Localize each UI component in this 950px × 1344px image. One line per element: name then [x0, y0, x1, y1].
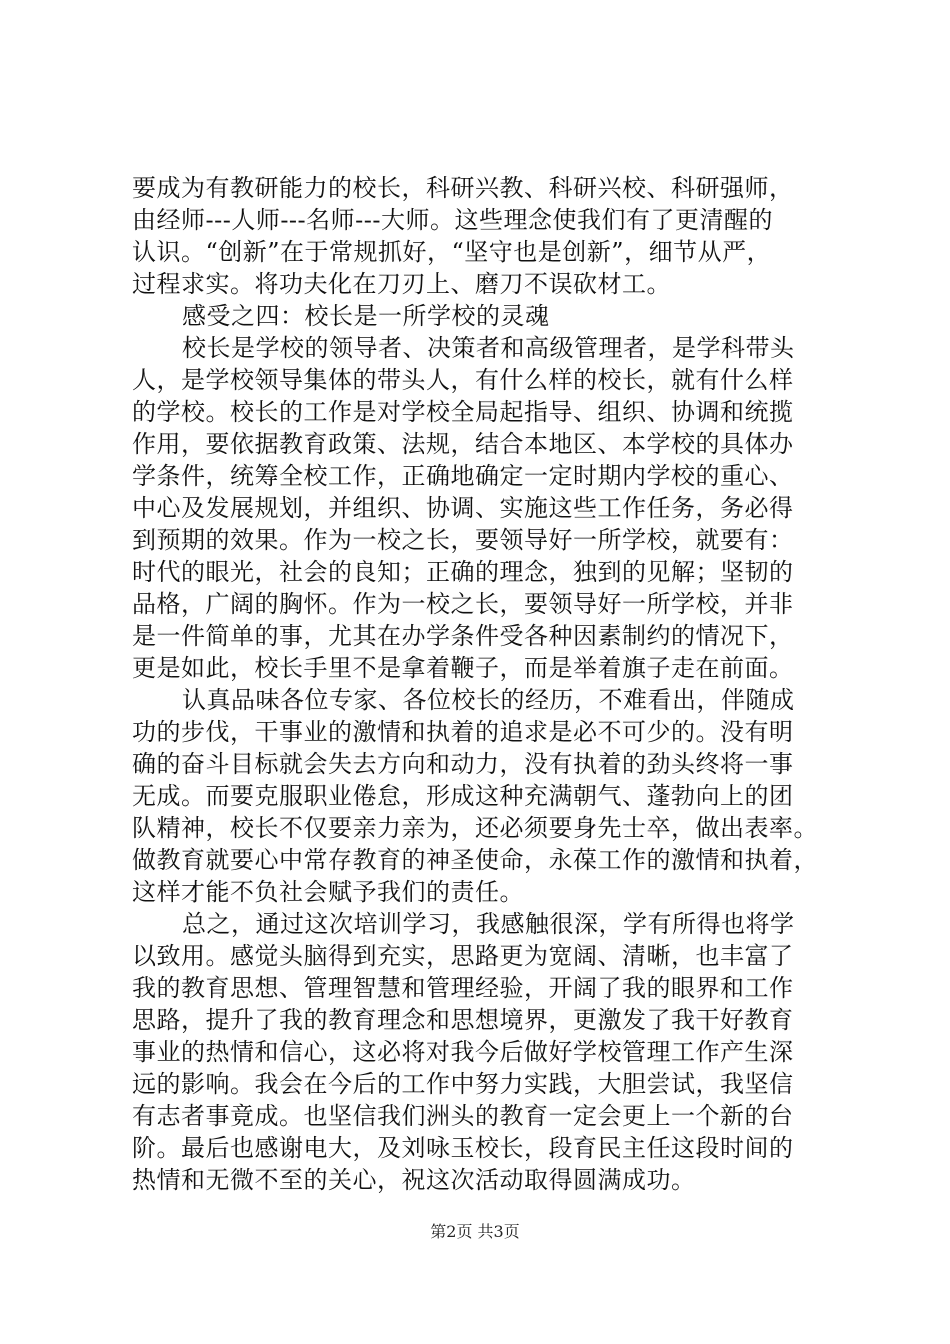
- text-line: 作用，要依据教育政策、法规，结合本地区、本学校的具体办: [132, 430, 794, 458]
- text-line: 人，是学校领导集体的带头人，有什么样的校长，就有什么样: [132, 366, 794, 394]
- text-line: 无成。而要克服职业倦怠，形成这种充满朝气、蓬勃向上的团: [132, 782, 794, 810]
- text-line: 功的步伐，干事业的激情和执着的追求是必不可少的。没有明: [132, 718, 794, 746]
- document-body: [132, 172, 832, 1196]
- text-line: 感受之四：校长是一所学校的灵魂: [182, 302, 550, 330]
- text-line: 我的教育思想、管理智慧和管理经验，开阔了我的眼界和工作: [132, 974, 794, 1002]
- text-line: 热情和无微不至的关心，祝这次活动取得圆满成功。: [132, 1166, 696, 1194]
- text-line: 时代的眼光，社会的良知；正确的理念，独到的见解；坚韧的: [132, 558, 794, 586]
- text-line: 品格，广阔的胸怀。作为一校之长，要领导好一所学校，并非: [132, 590, 794, 618]
- text-line: 过程求实。将功夫化在刀刃上、磨刀不误砍材工。: [132, 270, 671, 298]
- text-line: 要成为有教研能力的校长，科研兴教、科研兴校、科研强师，: [132, 174, 794, 202]
- text-line: 这样才能不负社会赋予我们的责任。: [132, 878, 524, 906]
- text-line: 的学校。校长的工作是对学校全局起指导、组织、协调和统揽: [132, 398, 794, 426]
- text-line: 学条件，统筹全校工作，正确地确定一定时期内学校的重心、: [132, 462, 794, 490]
- text-line: 到预期的效果。作为一校之长，要领导好一所学校，就要有：: [132, 526, 794, 554]
- text-line: 中心及发展规划，并组织、协调、实施这些工作任务，务必得: [132, 494, 794, 522]
- page-footer: 第2页 共3页: [430, 1222, 520, 1241]
- text-line: 事业的热情和信心，这必将对我今后做好学校管理工作产生深: [132, 1038, 794, 1066]
- text-line: 认真品味各位专家、各位校长的经历，不难看出，伴随成: [182, 686, 795, 714]
- text-line: 阶。最后也感谢电大，及刘咏玉校长，段育民主任这段时间的: [132, 1134, 794, 1162]
- text-line: 以致用。感觉头脑得到充实，思路更为宽阔、清晰，也丰富了: [132, 942, 794, 970]
- text-line: 队精神，校长不仅要亲力亲为，还必须要身先士卒，做出表率。: [132, 814, 818, 842]
- text-line: 有志者事竟成。也坚信我们洲头的教育一定会更上一个新的台: [132, 1102, 794, 1130]
- text-line: 由经师---人师---名师---大师。这些理念使我们有了更清醒的: [132, 206, 773, 234]
- text-line: 思路，提升了我的教育理念和思想境界，更激发了我干好教育: [132, 1006, 794, 1034]
- text-line: 校长是学校的领导者、决策者和高级管理者，是学科带头: [182, 334, 795, 362]
- text-line: 是一件简单的事，尤其在办学条件受各种因素制约的情况下，: [132, 622, 794, 650]
- text-line: 做教育就要心中常存教育的神圣使命，永葆工作的激情和执着，: [132, 846, 818, 874]
- text-line: 更是如此，校长手里不是拿着鞭子，而是举着旗子走在前面。: [132, 654, 794, 682]
- text-line: 确的奋斗目标就会失去方向和动力，没有执着的劲头终将一事: [132, 750, 794, 778]
- text-line: 总之，通过这次培训学习，我感触很深，学有所得也将学: [182, 910, 795, 938]
- text-line: 远的影响。我会在今后的工作中努力实践，大胆尝试，我坚信: [132, 1070, 794, 1098]
- text-line: 认识。“创新”在于常规抓好，“坚守也是创新”，细节从严，: [132, 238, 772, 266]
